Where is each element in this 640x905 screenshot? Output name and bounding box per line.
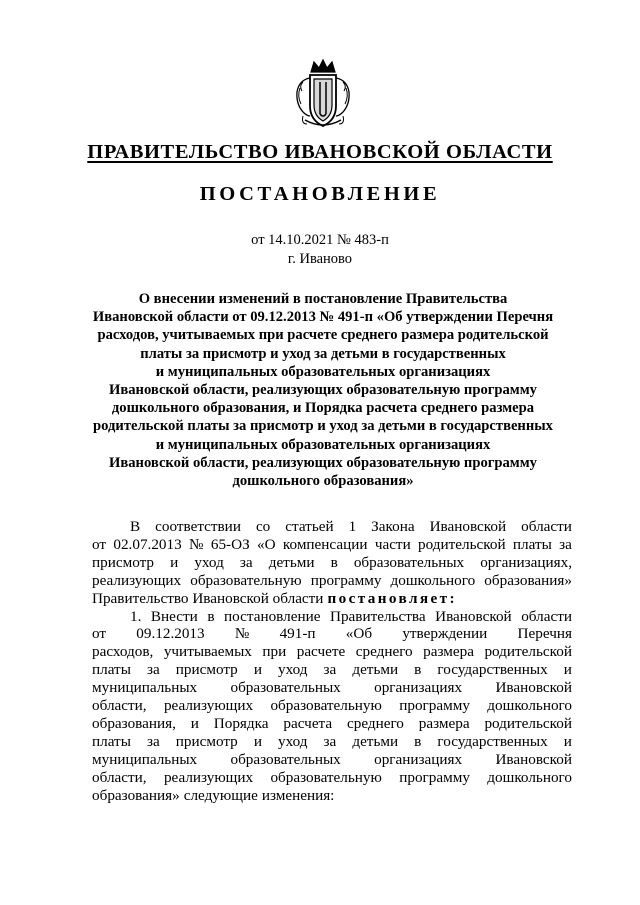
- body-line: [92, 608, 572, 626]
- word: за: [239, 553, 253, 571]
- word: государственных: [437, 732, 548, 750]
- word: за: [559, 535, 572, 553]
- word: уход: [278, 661, 308, 679]
- word: образовательную: [270, 768, 382, 786]
- word: присмотр: [175, 732, 238, 750]
- word: присмотр: [92, 553, 155, 571]
- word: платы: [512, 535, 552, 553]
- word: в: [207, 607, 215, 625]
- word: организациях: [374, 750, 463, 768]
- word: №: [189, 535, 204, 553]
- word: в: [414, 661, 422, 679]
- word: от: [92, 625, 107, 643]
- word: Ивановской: [495, 679, 572, 697]
- word: образования»: [92, 786, 180, 804]
- title-line: платы за присмотр и уход за детьми в государственных: [140, 345, 506, 362]
- word: Ивановской: [495, 750, 572, 768]
- word: программу: [399, 697, 470, 715]
- document-body: [92, 518, 572, 805]
- word: среднего: [355, 643, 413, 661]
- word: за: [146, 732, 160, 750]
- word: образования»: [484, 571, 572, 589]
- word: размера: [423, 643, 474, 661]
- body-line: [92, 536, 572, 554]
- body-line: [92, 590, 572, 608]
- word: расчета: [283, 714, 333, 732]
- title-line: родительской платы за присмотр и уход за детьми в государственных: [93, 418, 553, 435]
- body-line: [92, 715, 572, 733]
- organization-name: ПРАВИТЕЛЬСТВО ИВАНОВСКОЙ ОБЛАСТИ: [87, 141, 553, 163]
- word: Закона: [371, 518, 415, 535]
- word: соответствии: [155, 518, 241, 535]
- word: присмотр: [175, 661, 238, 679]
- word: за: [323, 732, 337, 750]
- word: Порядка: [213, 714, 269, 732]
- preamble-subject: Правительство Ивановской области: [92, 589, 324, 607]
- word: детьми: [352, 661, 399, 679]
- document-city: г. Иваново: [287, 251, 353, 267]
- word: области,: [92, 697, 147, 715]
- title-line: дошкольного образования, и Порядка расчета среднего размера: [111, 400, 535, 417]
- word: в: [414, 732, 422, 750]
- body-line: [92, 733, 572, 751]
- word: области,: [92, 768, 147, 786]
- word: платы: [92, 661, 131, 679]
- word: образовательную: [190, 571, 302, 589]
- body-line: [92, 697, 572, 715]
- word: реализующих: [163, 697, 254, 715]
- word: при: [262, 643, 287, 661]
- word: Правительства: [330, 607, 426, 625]
- word: образовательных: [230, 750, 341, 768]
- document-date-number: от 14.10.2021 № 483-п: [251, 232, 389, 248]
- word: Ивановской: [429, 518, 507, 535]
- word: учитываемых: [163, 643, 252, 661]
- document-type: ПОСТАНОВЛЕНИЕ: [199, 183, 441, 205]
- word: №: [234, 625, 250, 643]
- word: организациях: [374, 679, 463, 697]
- word: 1.: [130, 607, 142, 625]
- body-line: [92, 554, 572, 572]
- word: статьей: [285, 518, 334, 535]
- word: за: [323, 661, 337, 679]
- word: следующие: [183, 786, 258, 804]
- word: Внести: [150, 607, 198, 625]
- word: уход: [278, 732, 308, 750]
- word: образовательных: [230, 679, 341, 697]
- body-line: [92, 572, 572, 590]
- body-line: [92, 625, 572, 643]
- word: утверждении: [402, 625, 488, 643]
- word: программу: [310, 571, 382, 589]
- word: образования,: [92, 714, 176, 732]
- title-line: дошкольного образования»: [232, 473, 414, 490]
- word: Ивановской: [435, 607, 512, 625]
- word: области: [521, 607, 572, 625]
- word: и: [253, 732, 262, 750]
- word: со: [255, 518, 271, 535]
- word: и: [170, 553, 179, 571]
- word: дошкольного: [487, 768, 572, 786]
- title-line: расходов, учитываемых при расчете среднего размера родительской: [97, 327, 549, 344]
- body-line: [92, 679, 572, 697]
- body-line: [92, 661, 572, 679]
- word: муниципальных: [92, 750, 198, 768]
- word: и: [190, 714, 199, 732]
- coat-of-arms-icon: [293, 58, 353, 132]
- word: расчете: [296, 643, 346, 661]
- title-line: Ивановской области от 09.12.2013 № 491-п «Об утверждении Перечня: [92, 309, 554, 326]
- title-line: Ивановской области, реализующих образовательную программу: [109, 454, 537, 471]
- word: образовательную: [270, 697, 382, 715]
- word: реализующих: [163, 768, 254, 786]
- body-line: [92, 518, 572, 536]
- word: в: [330, 553, 338, 571]
- word: компенсации: [282, 535, 368, 553]
- word: программу: [399, 768, 470, 786]
- word: части: [374, 535, 411, 553]
- word: и: [253, 661, 262, 679]
- word: Перечня: [517, 625, 572, 643]
- word: реализующих: [92, 571, 182, 589]
- word: 491-п: [279, 625, 316, 643]
- word: «Об: [345, 625, 373, 643]
- document-title: [92, 290, 554, 490]
- word: 02.07.2013: [113, 535, 182, 553]
- title-line: и муниципальных образовательных организациях: [155, 363, 491, 380]
- word: государственных: [437, 661, 548, 679]
- body-line: [92, 787, 572, 805]
- word: 65-ОЗ: [210, 535, 250, 553]
- word: среднего: [346, 714, 404, 732]
- word: от: [92, 535, 107, 553]
- word: и: [563, 732, 572, 750]
- word: и: [563, 661, 572, 679]
- word: родительской: [484, 643, 572, 661]
- word: дошкольного: [487, 697, 572, 715]
- word: В: [130, 518, 141, 535]
- title-line: Ивановской области, реализующих образовательную программу: [109, 382, 537, 399]
- word: за: [146, 661, 160, 679]
- title-line: и муниципальных образовательных организациях: [155, 436, 491, 453]
- word: образовательных: [353, 553, 465, 571]
- word: детьми: [352, 732, 399, 750]
- word: родительской: [484, 714, 572, 732]
- word: дошкольного: [390, 571, 476, 589]
- word: изменения:: [261, 786, 335, 804]
- word: родительской: [418, 535, 506, 553]
- body-line: [92, 769, 572, 787]
- word: платы: [92, 732, 131, 750]
- body-line: [92, 643, 572, 661]
- word: размера: [418, 714, 470, 732]
- word: «О: [257, 535, 276, 553]
- word: области: [521, 518, 572, 535]
- word: организациях,: [480, 553, 572, 571]
- word: 1: [348, 518, 357, 535]
- word: детьми: [268, 553, 315, 571]
- word: уход: [194, 553, 224, 571]
- word: муниципальных: [92, 679, 198, 697]
- resolves-keyword: постановляет:: [327, 589, 457, 607]
- title-line: О внесении изменений в постановление Правительства: [138, 291, 508, 307]
- word: постановление: [224, 607, 321, 625]
- word: расходов,: [92, 643, 154, 661]
- body-line: [92, 751, 572, 769]
- word: 09.12.2013: [136, 625, 205, 643]
